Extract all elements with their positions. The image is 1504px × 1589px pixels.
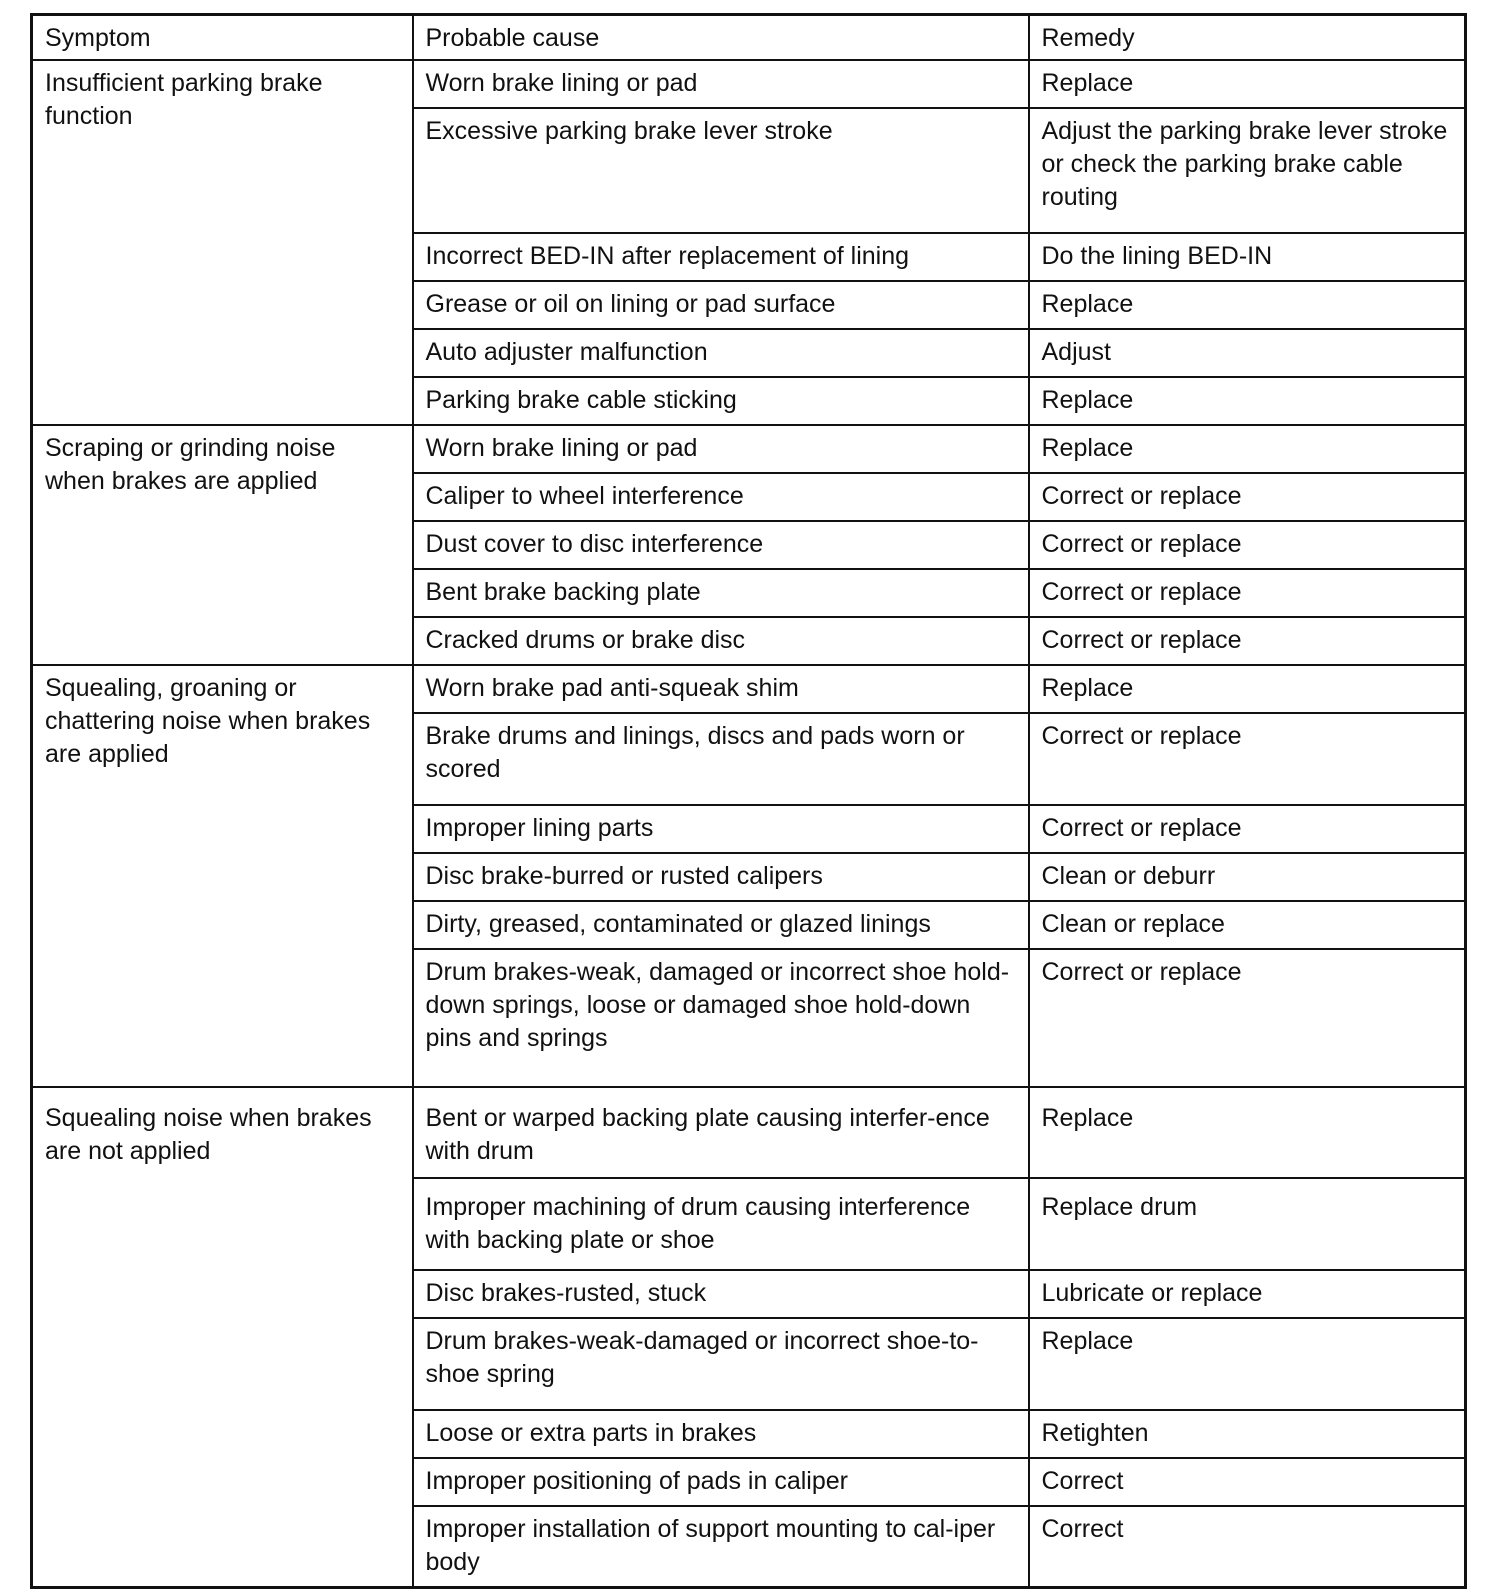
table-row <box>32 60 1466 108</box>
symptom-cell: Insufficient parking brake function <box>32 60 413 425</box>
remedy-cell: Clean or deburr <box>1029 853 1466 901</box>
cause-cell: Dust cover to disc interference <box>413 521 1029 569</box>
header-row <box>32 15 1466 61</box>
troubleshooting-table <box>30 13 1467 1589</box>
remedy-cell: Adjust <box>1029 329 1466 377</box>
cause-cell: Dirty, greased, contaminated or glazed linings <box>413 901 1029 949</box>
remedy-cell: Correct or replace <box>1029 713 1466 805</box>
cause-cell: Worn brake lining or pad <box>413 60 1029 108</box>
cause-cell: Parking brake cable sticking <box>413 377 1029 425</box>
cause-cell: Disc brake-burred or rusted calipers <box>413 853 1029 901</box>
cause-cell: Worn brake pad anti-squeak shim <box>413 665 1029 713</box>
remedy-cell: Adjust the parking brake lever stroke or check the parking brake cable routing <box>1029 108 1466 233</box>
cause-cell: Brake drums and linings, discs and pads worn or scored <box>413 713 1029 805</box>
remedy-cell: Replace <box>1029 1318 1466 1410</box>
remedy-cell: Correct or replace <box>1029 617 1466 665</box>
remedy-cell: Lubricate or replace <box>1029 1270 1466 1318</box>
cause-cell: Excessive parking brake lever stroke <box>413 108 1029 233</box>
cause-cell: Drum brakes-weak, damaged or incorrect shoe hold-down springs, loose or damaged shoe hold-down pins and springs <box>413 949 1029 1087</box>
cause-cell: Caliper to wheel interference <box>413 473 1029 521</box>
remedy-cell: Correct or replace <box>1029 473 1466 521</box>
symptom-cell: Squealing, groaning or chattering noise when brakes are applied <box>32 665 413 1087</box>
remedy-cell: Replace <box>1029 60 1466 108</box>
header-symptom: Symptom <box>32 15 413 61</box>
remedy-cell: Replace <box>1029 665 1466 713</box>
table-row <box>32 1087 1466 1178</box>
cause-cell: Improper installation of support mounting to cal-iper body <box>413 1506 1029 1588</box>
remedy-cell: Correct <box>1029 1506 1466 1588</box>
cause-cell: Auto adjuster malfunction <box>413 329 1029 377</box>
cause-cell: Improper positioning of pads in caliper <box>413 1458 1029 1506</box>
remedy-cell: Replace drum <box>1029 1178 1466 1270</box>
cause-cell: Cracked drums or brake disc <box>413 617 1029 665</box>
cause-cell: Worn brake lining or pad <box>413 425 1029 473</box>
remedy-cell: Correct or replace <box>1029 949 1466 1087</box>
cause-cell: Loose or extra parts in brakes <box>413 1410 1029 1458</box>
table-row <box>32 425 1466 473</box>
symptom-cell: Squealing noise when brakes are not applied <box>32 1087 413 1588</box>
table-row <box>32 665 1466 713</box>
cause-cell: Grease or oil on lining or pad surface <box>413 281 1029 329</box>
symptom-cell: Scraping or grinding noise when brakes are applied <box>32 425 413 665</box>
remedy-cell: Correct <box>1029 1458 1466 1506</box>
remedy-cell: Replace <box>1029 281 1466 329</box>
remedy-cell: Do the lining BED-IN <box>1029 233 1466 281</box>
cause-cell: Bent brake backing plate <box>413 569 1029 617</box>
cause-cell: Drum brakes-weak-damaged or incorrect shoe-to-shoe spring <box>413 1318 1029 1410</box>
cause-cell: Improper machining of drum causing interference with backing plate or shoe <box>413 1178 1029 1270</box>
header-probable-cause: Probable cause <box>413 15 1029 61</box>
remedy-cell: Replace <box>1029 377 1466 425</box>
remedy-cell: Replace <box>1029 425 1466 473</box>
remedy-cell: Clean or replace <box>1029 901 1466 949</box>
remedy-cell: Correct or replace <box>1029 521 1466 569</box>
cause-cell: Disc brakes-rusted, stuck <box>413 1270 1029 1318</box>
remedy-cell: Replace <box>1029 1087 1466 1178</box>
remedy-cell: Correct or replace <box>1029 569 1466 617</box>
cause-cell: Bent or warped backing plate causing interfer-ence with drum <box>413 1087 1029 1178</box>
header-remedy: Remedy <box>1029 15 1466 61</box>
remedy-cell: Correct or replace <box>1029 805 1466 853</box>
cause-cell: Incorrect BED-IN after replacement of lining <box>413 233 1029 281</box>
remedy-cell: Retighten <box>1029 1410 1466 1458</box>
cause-cell: Improper lining parts <box>413 805 1029 853</box>
